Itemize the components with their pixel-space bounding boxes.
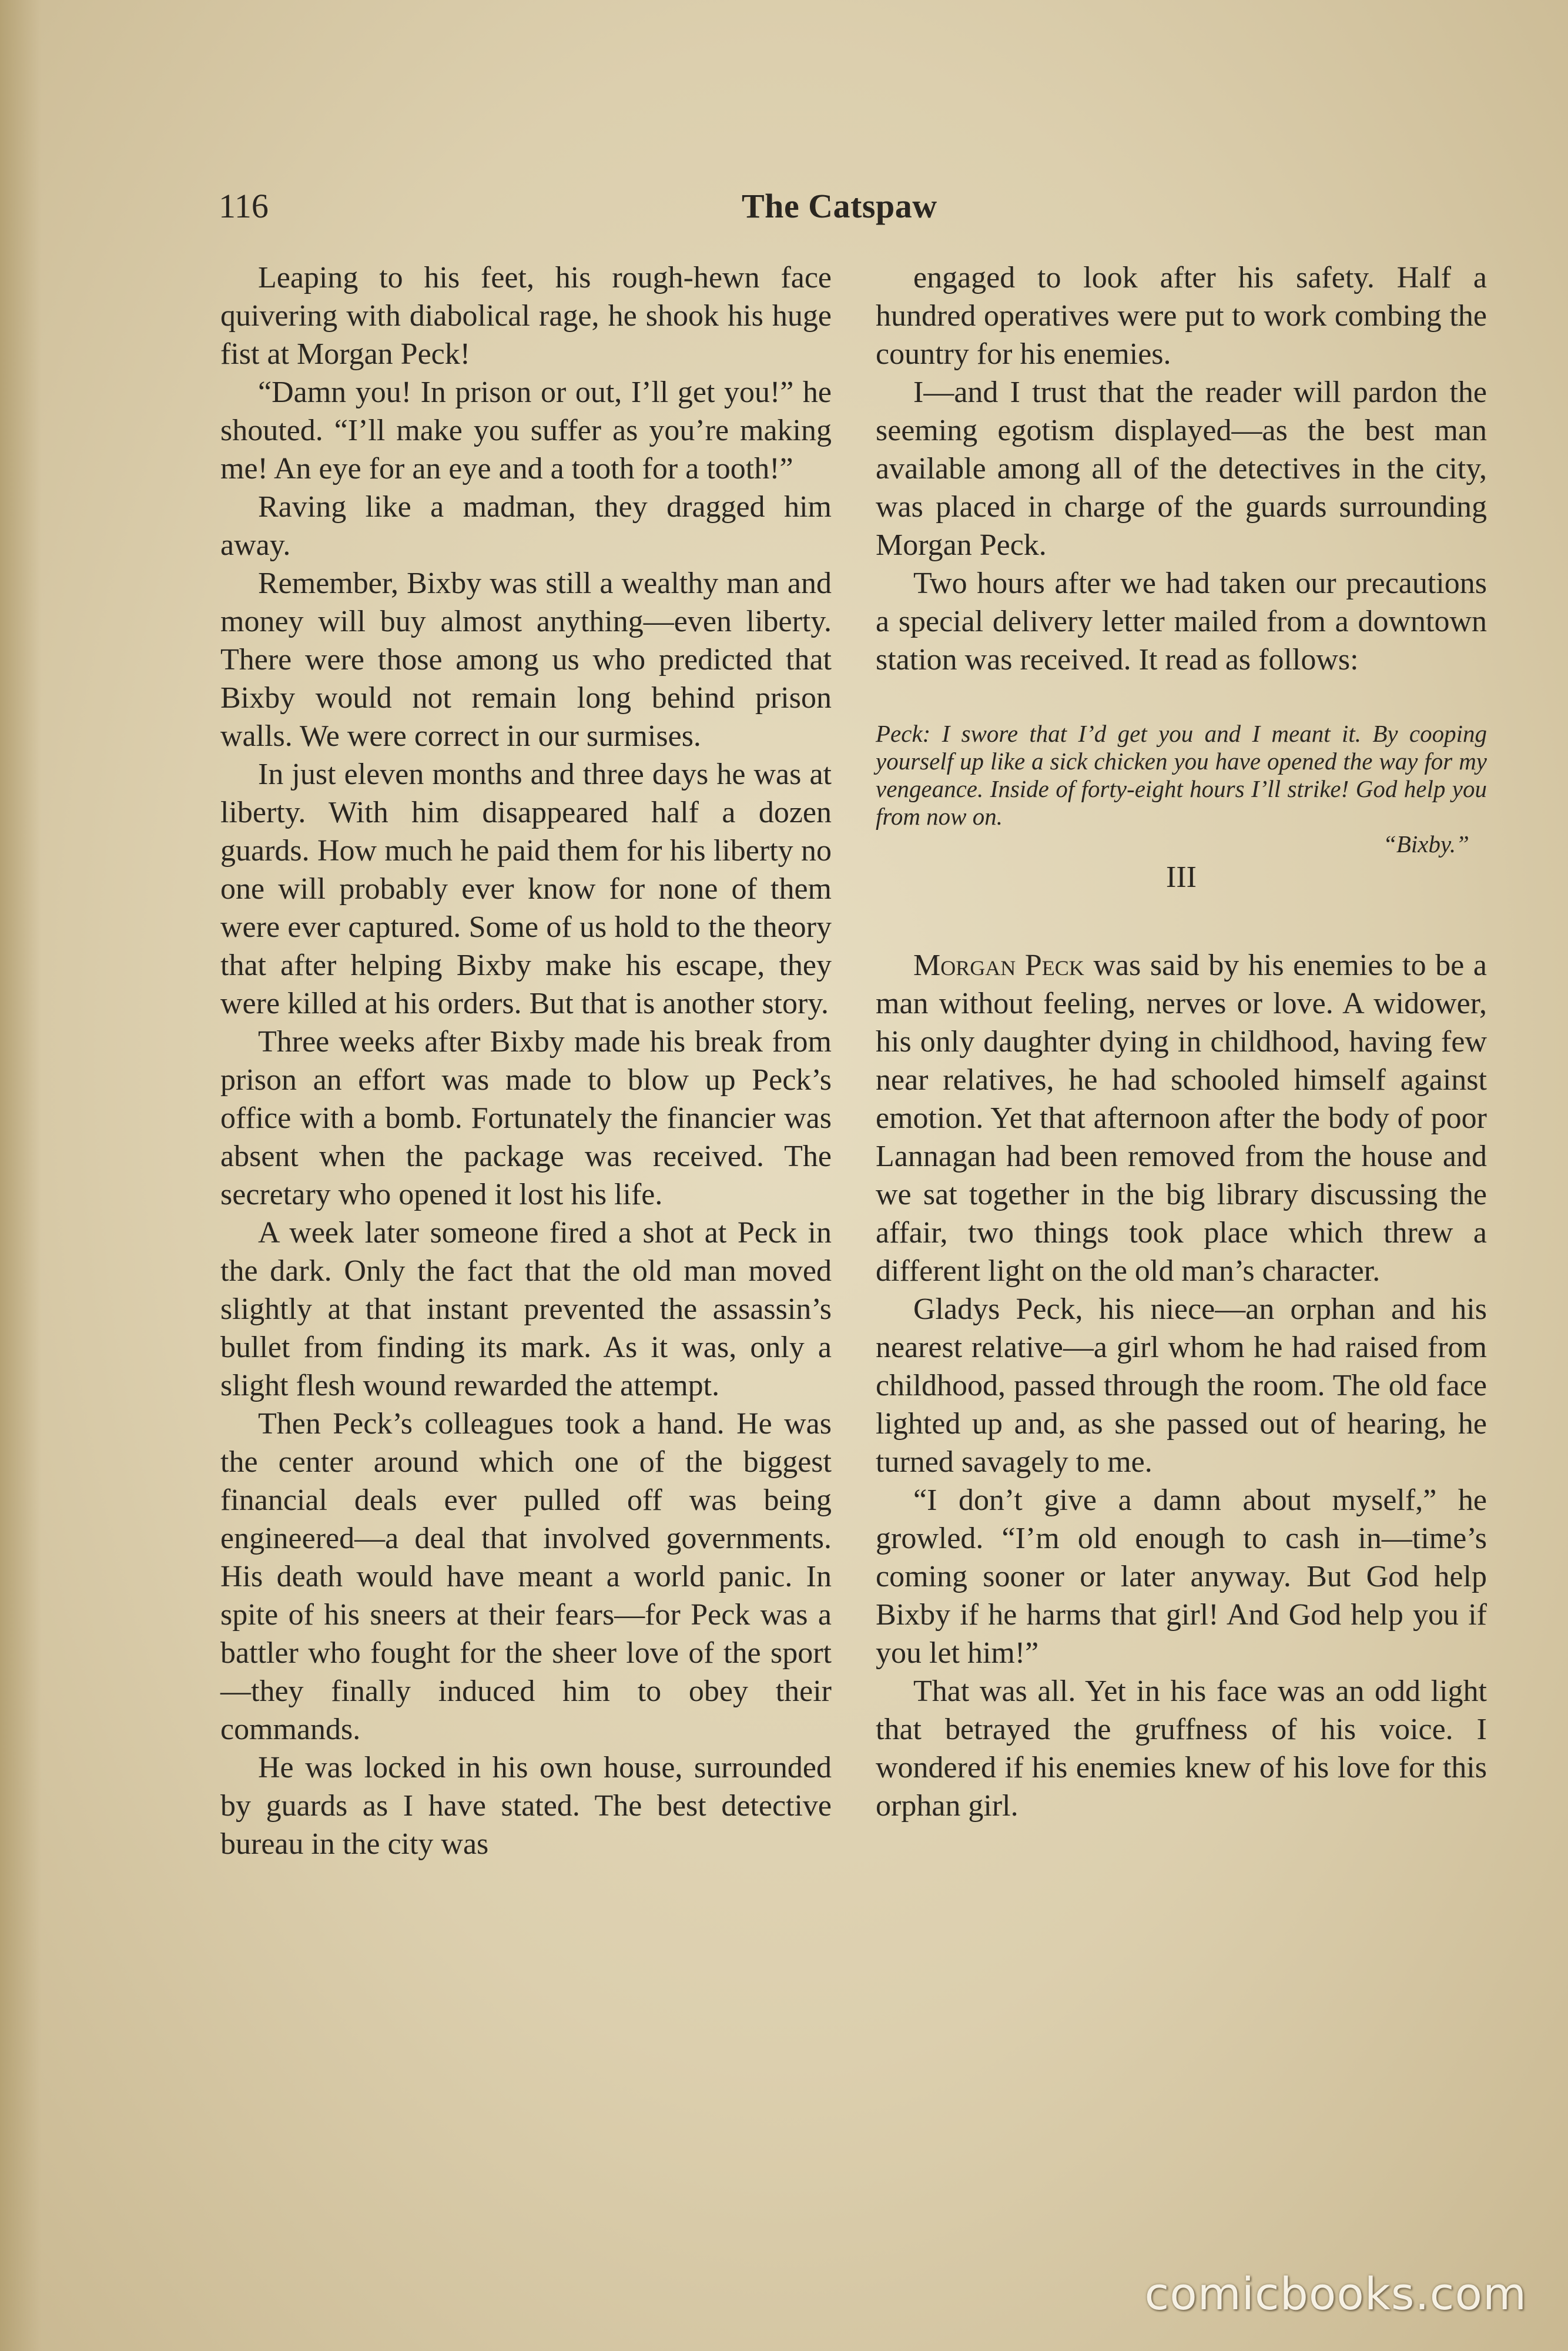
- opening-text: was said by his enemies to be a man without feeling, nerves or love. A widower, his only daughter dying in childhood, having few near relatives, he had schooled himself against emotion. Yet that afternoon after the body of poor Lannagan had been removed from the house and we sat together in the big library discussing the affair, two things took place which threw a different light on the old man’s character.: [876, 949, 1487, 1288]
- right-column: [876, 259, 1487, 1825]
- paragraph: Gladys Peck, his niece—an orphan and his nearest relative—a girl whom he had raised from childhood, passed through the room. The old face lighted up and, as she passed out of hearing, he turned savagely to me.: [876, 1292, 1487, 1479]
- page-edge-shadow: [0, 0, 41, 2351]
- paragraph: Leaping to his feet, his rough-hewn face quivering with diabolical rage, he shook his huge fist at Morgan Peck!: [220, 261, 832, 371]
- letter-body: Peck: I swore that I’d get you and I meant it. By cooping yourself up like a sick chicken you have opened the way for my vengeance. Inside of forty-eight hours I’ll strike! God help you from now on.: [876, 720, 1487, 830]
- letter-signature: “Bixby.”: [1383, 830, 1469, 858]
- section-opening-paragraph: [876, 946, 1487, 1290]
- paragraph: Raving like a madman, they dragged him away.: [220, 490, 832, 562]
- section-heading: III: [1166, 860, 1197, 894]
- paragraph: A week later someone fired a shot at Peck in the dark. Only the fact that the old man moved slightly at that instant prevented the assassin’s bullet from finding its mark. As it was, only a slight flesh wound rewarded the attempt.: [220, 1216, 832, 1402]
- quoted-letter: [876, 720, 1487, 858]
- paragraph: engaged to look after his safety. Half a hundred operatives were put to work combing the country for his enemies.: [876, 261, 1487, 371]
- running-title: The Catspaw: [742, 187, 937, 225]
- paragraph: I—and I trust that the reader will pardon the seeming egotism displayed—as the best man available among all of the detectives in the city, was placed in charge of the guards surrounding Morgan Peck.: [876, 376, 1487, 562]
- paragraph: Three weeks after Bixby made his break from prison an effort was made to blow up Peck’s office with a bomb. Fortunately the financier was absent when the package was received. The secretary who opened it lost his life.: [220, 1025, 832, 1211]
- paragraph: Two hours after we had taken our precautions a special delivery letter mailed from a downtown station was received. It read as follows:: [876, 567, 1487, 677]
- page-header: [219, 186, 1494, 239]
- paragraph: Remember, Bixby was still a wealthy man and money will buy almost anything—even liberty. There were those among us who predicted that Bixby would not remain long behind prison walls. We were correct in our surmises.: [220, 567, 832, 753]
- paragraph: “I don’t give a damn about myself,” he growled. “I’m old enough to cash in—time’s coming sooner or later anyway. But God help Bixby if he harms that girl! And God help you if you let him!”: [876, 1483, 1487, 1670]
- left-column: [220, 259, 832, 1863]
- site-watermark: comicbooks.com: [1144, 2268, 1527, 2320]
- paragraph: In just eleven months and three days he was at liberty. With him disappeared half a dozen guards. How much he paid them for his liberty no one will probably ever know for none of them were ever captured. Some of us hold to the theory that after helping Bixby make his escape, they were killed at his orders. But that is another story.: [220, 758, 832, 1020]
- paragraph: That was all. Yet in his face was an odd light that betrayed the gruffness of his voice. I wondered if his enemies knew of his love for this orphan girl.: [876, 1674, 1487, 1823]
- opening-smallcaps: Morgan Peck: [913, 949, 1084, 982]
- paragraph: “Damn you! In prison or out, I’ll get you!” he shouted. “I’ll make you suffer as you’re making me! An eye for an eye and a tooth for a tooth!”: [220, 376, 832, 485]
- page-number: 116: [219, 187, 269, 225]
- paragraph: Then Peck’s colleagues took a hand. He was the center around which one of the biggest financial deals ever pulled off was being engineered—a deal that involved governments. His death would have meant a world panic. In spite of his sneers at their fears—for Peck was a battler who fought for the sheer love of the sport—they finally induced him to obey their commands.: [220, 1407, 832, 1746]
- paragraph: He was locked in his own house, surrounded by guards as I have stated. The best detective bureau in the city was: [220, 1751, 832, 1861]
